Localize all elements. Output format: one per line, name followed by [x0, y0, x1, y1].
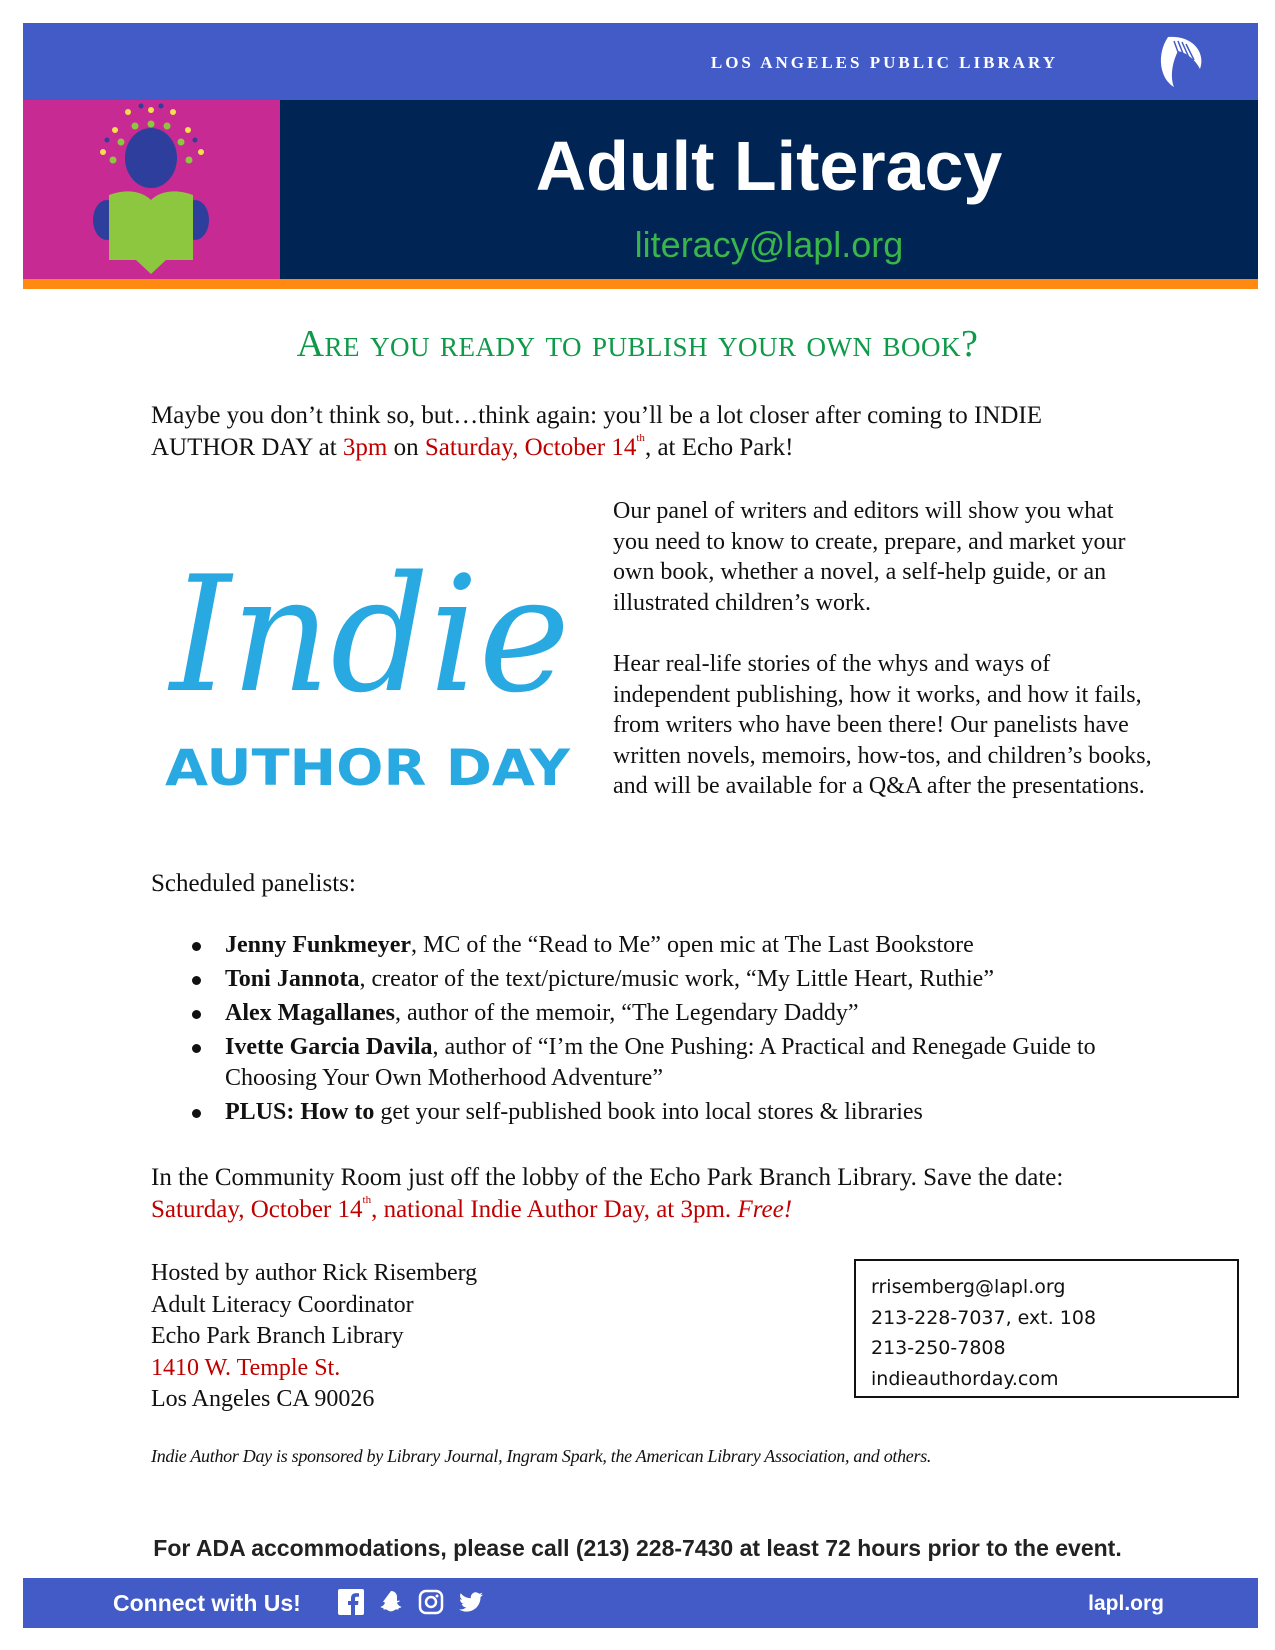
instagram-icon[interactable] [418, 1589, 444, 1615]
footer-bar [23, 1578, 1258, 1628]
panelist-desc: , MC of the “Read to Me” open mic at The Last Bookstore [411, 932, 974, 958]
save-date-rest: , national Indie Author Day, at 3pm. [371, 1196, 738, 1223]
intro-text: Maybe you don’t think so, but…think again: you’ll be a lot closer after coming to INDIE AUTHOR DAY at [151, 402, 1043, 461]
ada-notice: For ADA accommodations, please call (213) 228-7430 at least 72 hours prior to the event. [153, 1535, 1122, 1561]
host-branch: Echo Park Branch Library [151, 1323, 404, 1349]
panelist-item [190, 1032, 1120, 1094]
location-text: In the Community Room just off the lobby of the Echo Park Branch Library. Save the date: [151, 1164, 1064, 1191]
lapl-website-link[interactable]: lapl.org [1088, 1592, 1164, 1615]
reader-logo-icon [23, 100, 280, 279]
panelist-item [190, 1097, 1120, 1128]
orange-divider [23, 279, 1258, 289]
facebook-icon[interactable] [338, 1589, 364, 1615]
logo-word-author-day: AUTHOR DAY [165, 739, 571, 797]
panelist-desc: get your self-published book into local stores & libraries [374, 1099, 923, 1125]
date-suffix: th [362, 1194, 372, 1206]
sponsor-note: Indie Author Day is sponsored by Library Journal, Ingram Spark, the American Library Association, and others. [151, 1446, 932, 1466]
location-paragraph [151, 1162, 1151, 1226]
host-name: Hosted by author Rick Risemberg [151, 1260, 478, 1286]
panelist-item [190, 930, 1120, 961]
panelist-item [190, 998, 1120, 1029]
save-date [151, 1196, 792, 1223]
contact-phone: 213-250-7808 [871, 1337, 1006, 1359]
description-paragraph: Our panel of writers and editors will show you what you need to know to create, prepare, and market your own book, whether a novel, a self-help guide, or an illustrated children’s work. [613, 498, 1126, 616]
lapl-logo-icon [1148, 33, 1208, 89]
intro-text: , at Echo Park! [644, 434, 794, 461]
twitter-icon[interactable] [458, 1589, 484, 1615]
date-suffix: th [636, 432, 645, 444]
panelist-name: Ivette Garcia Davila [225, 1034, 433, 1060]
contact-website[interactable]: indieauthorday.com [871, 1367, 1059, 1390]
panelist-desc: , author of “I’m the One Pushing: A Practical and Renegade Guide to Choosing Your Own Motherhood Adventure” [225, 1034, 1096, 1091]
program-title: Adult Literacy [535, 127, 1003, 205]
headline: Are you ready to publish your own book? [296, 323, 979, 365]
contact-email[interactable]: rrisemberg@lapl.org [871, 1276, 1066, 1298]
save-date-text: Saturday, October 14 [151, 1196, 363, 1223]
event-time: 3pm [342, 434, 388, 461]
social-icons [338, 1589, 484, 1615]
library-name: LOS ANGELES PUBLIC LIBRARY [710, 53, 1058, 72]
intro-paragraph [151, 400, 1151, 464]
top-banner [23, 23, 1258, 100]
contact-phone: 213-228-7037, ext. 108 [871, 1306, 1097, 1329]
panelist-item [190, 964, 1120, 995]
panelist-name: PLUS: How to [225, 1099, 375, 1125]
panelist-name: Toni Jannota [225, 966, 360, 992]
host-address: 1410 W. Temple St. [151, 1354, 341, 1381]
panelist-desc: , creator of the text/picture/music work, “My Little Heart, Ruthie” [359, 966, 994, 992]
reader-logo-panel [23, 100, 280, 279]
host-info [151, 1258, 477, 1416]
contact-box [854, 1259, 1239, 1398]
panelist-list [190, 930, 1120, 1131]
host-city: Los Angeles CA 90026 [151, 1386, 375, 1412]
panelist-name: Jenny Funkmeyer [225, 932, 411, 958]
free-label: Free! [737, 1196, 793, 1223]
event-description [613, 496, 1153, 833]
panelist-desc: , author of the memoir, “The Legendary Daddy” [394, 1000, 859, 1026]
panelist-name: Alex Magallanes [225, 1000, 395, 1026]
program-email-link[interactable]: literacy@lapl.org [634, 224, 904, 265]
event-date [425, 434, 645, 461]
indie-author-day-logo [160, 510, 590, 810]
description-paragraph: Hear real-life stories of the whys and ways of independent publishing, how it works, and how it fails, from writers who have been there! Our panelists have written novels, memoirs, how-tos, and children’s books, and will be available for a Q&A after the presentations. [613, 651, 1152, 799]
snapchat-icon[interactable] [378, 1589, 404, 1615]
host-title: Adult Literacy Coordinator [151, 1291, 414, 1318]
panelists-label: Scheduled panelists: [151, 870, 356, 897]
title-banner [280, 100, 1258, 279]
intro-text: on [387, 434, 425, 461]
logo-word-indie: Indie [167, 541, 570, 728]
connect-label: Connect with Us! [113, 1590, 301, 1616]
event-date-text: Saturday, October 14 [424, 434, 637, 461]
